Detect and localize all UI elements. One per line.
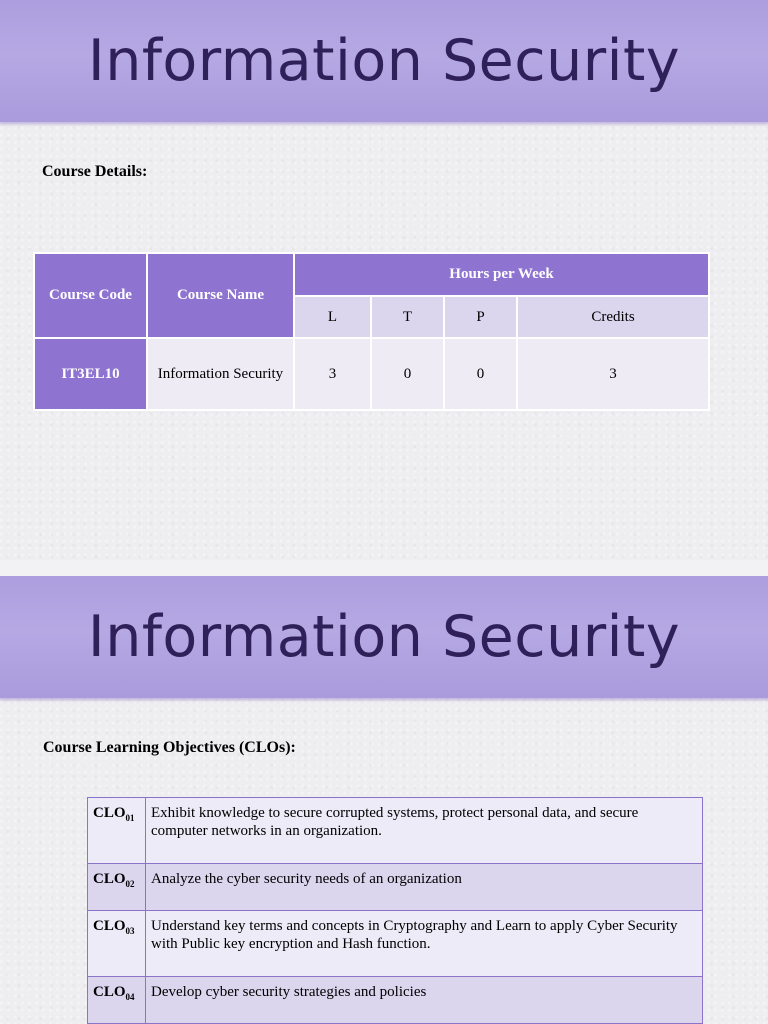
title-banner	[0, 576, 768, 698]
header-credits: Credits	[517, 296, 709, 338]
header-p: P	[444, 296, 517, 338]
clo-code: $CLO_{03}$	[88, 911, 146, 977]
clo-code: $CLO_{04}$	[88, 977, 146, 1024]
clo-text: Analyze the cyber security needs of an organization	[146, 864, 703, 911]
clo-table	[87, 797, 703, 1024]
header-course-name: Course Name	[147, 253, 294, 338]
cell-l: 3	[294, 338, 371, 410]
slide-course-objectives	[0, 576, 768, 1024]
header-t: T	[371, 296, 444, 338]
clo-code: $CLO_{01}$	[88, 798, 146, 864]
header-hours-per-week: Hours per Week	[294, 253, 709, 296]
clo-text: Develop cyber security strategies and policies	[146, 977, 703, 1024]
clo-text: Understand key terms and concepts in Cryptography and Learn to apply Cyber Security with Public key encryption and Hash function.	[146, 911, 703, 977]
clo-code: $CLO_{02}$	[88, 864, 146, 911]
section-label-course-details: Course Details:	[42, 163, 148, 180]
cell-credits: 3	[517, 338, 709, 410]
slide-separator	[0, 560, 768, 576]
clo-text: Exhibit knowledge to secure corrupted systems, protect personal data, and secure computer networks in an organization.	[146, 798, 703, 864]
cell-course-code: IT3EL10	[34, 338, 147, 410]
course-details-table	[33, 252, 710, 411]
slide-title: Information Security	[87, 604, 681, 670]
clo-row	[88, 864, 703, 911]
header-course-code: Course Code	[34, 253, 147, 338]
cell-p: 0	[444, 338, 517, 410]
cell-t: 0	[371, 338, 444, 410]
section-label-clos: Course Learning Objectives (CLOs):	[43, 739, 296, 756]
title-banner	[0, 0, 768, 122]
cell-course-name: Information Security	[147, 338, 294, 410]
clo-row	[88, 798, 703, 864]
slide-title: Information Security	[87, 28, 681, 94]
header-l: L	[294, 296, 371, 338]
clo-row	[88, 977, 703, 1024]
table-row	[34, 338, 709, 410]
clo-row	[88, 911, 703, 977]
